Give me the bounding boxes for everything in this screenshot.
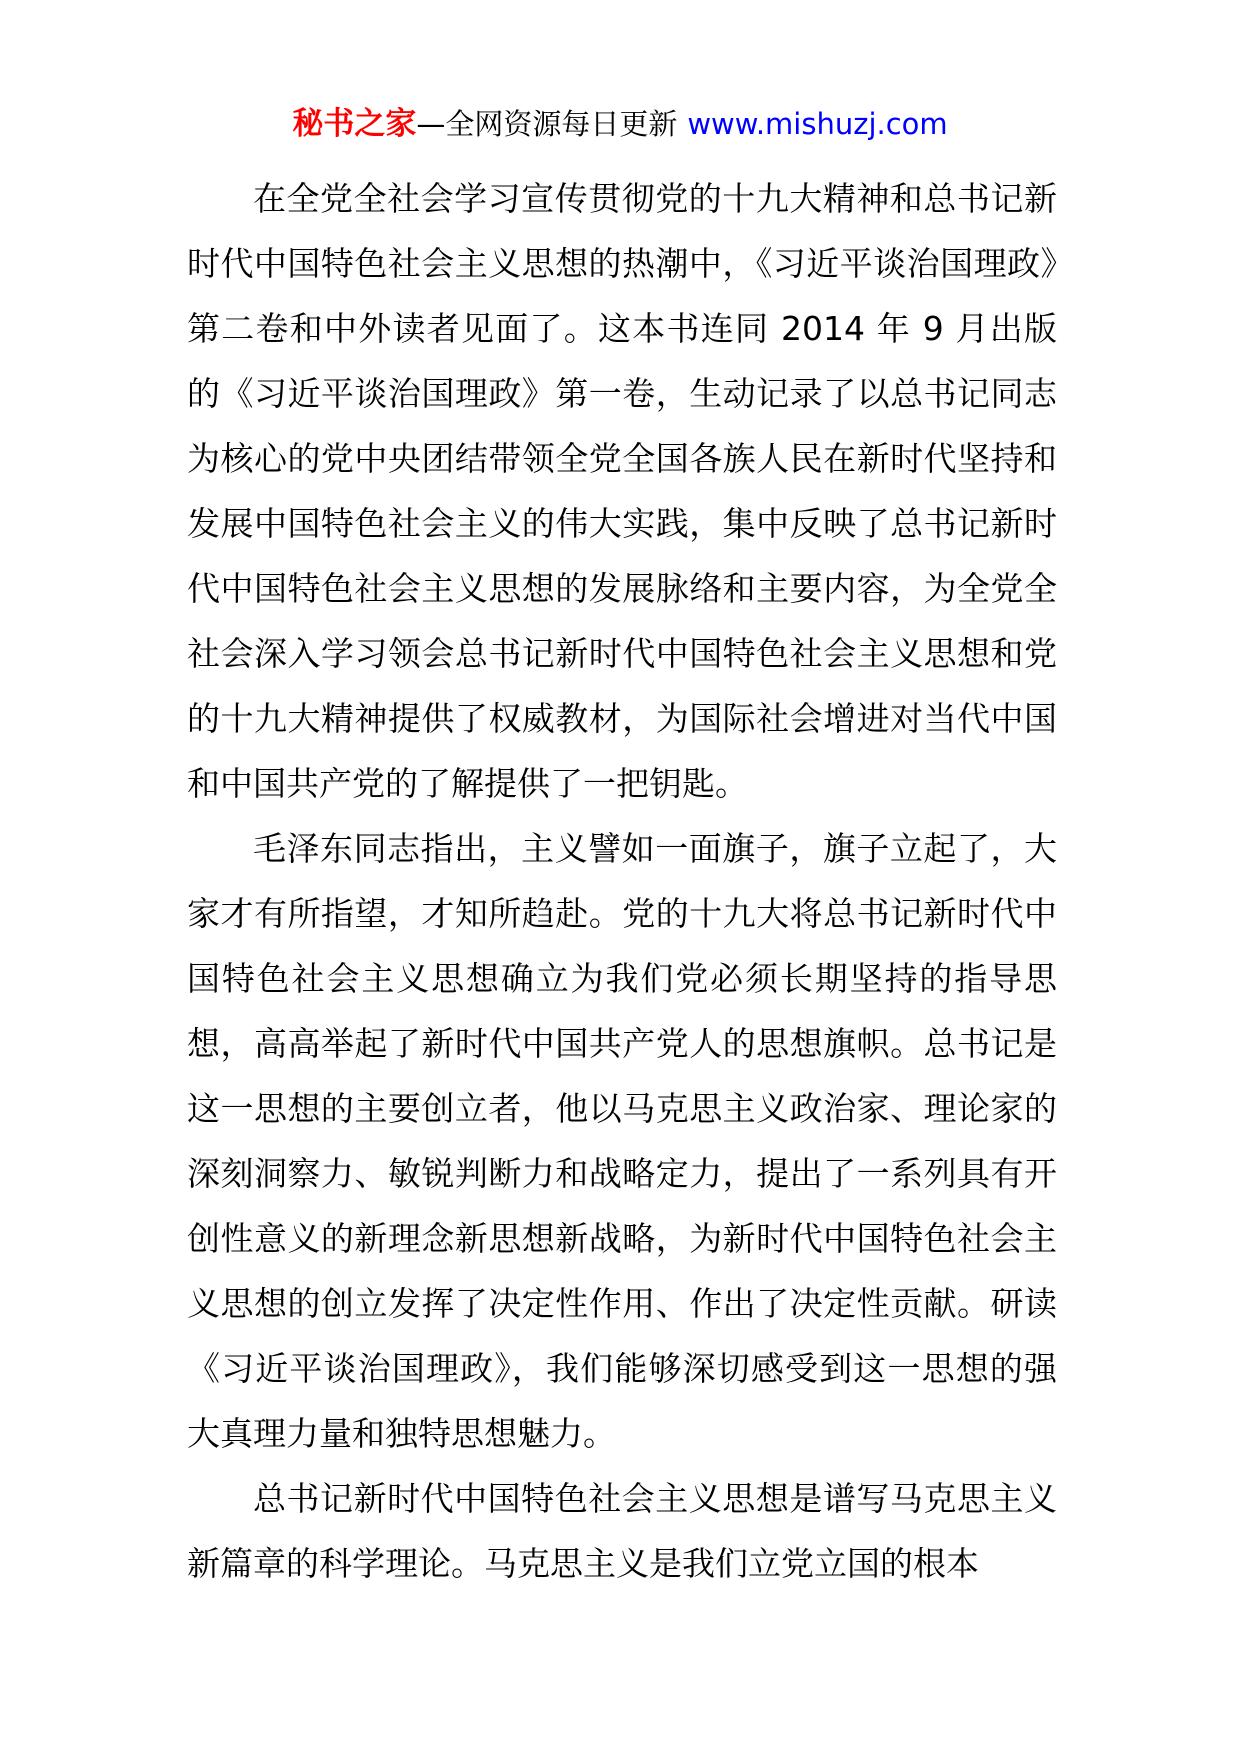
header-slogan: —全网资源每日更新 <box>416 107 678 141</box>
paragraph: 在全党全社会学习宣传贯彻党的十九大精神和总书记新时代中国特色社会主义思想的热潮中，《习近平谈治国理政》第二卷和中外读者见面了。这本书连同 2014 年 9 月出版的《习近平谈治国理政》第一卷，生动记录了以总书记同志为核心的党中央团结带领全党全国各族人民在新时代坚持和发展中国特色社会主义的伟大实践，集中反映了总书记新时代中国特色社会主义思想的发展脉络和主要内容，为全党全社会深入学习领会总书记新时代中国特色社会主义思想和党的十九大精神提供了权威教材，为国际社会增进对当代中国和中国共产党的了解提供了一把钥匙。 <box>187 179 1057 803</box>
paragraph: 总书记新时代中国特色社会主义思想是谱写马克思主义新篇章的科学理论。马克思主义是我们立党立国的根本 <box>187 1479 1057 1583</box>
article-body <box>187 166 1057 1596</box>
brand-name: 秘书之家 <box>292 106 417 142</box>
site-url-link[interactable]: www.mishuzj.com <box>687 107 948 141</box>
paragraph: 毛泽东同志指出，主义譬如一面旗子，旗子立起了，大家才有所指望，才知所趋赴。党的十九大将总书记新时代中国特色社会主义思想确立为我们党必须长期坚持的指导思想，高高举起了新时代中国共产党人的思想旗帜。总书记是这一思想的主要创立者，他以马克思主义政治家、理论家的深刻洞察力、敏锐判断力和战略定力，提出了一系列具有开创性意义的新理念新思想新战略，为新时代中国特色社会主义思想的创立发挥了决定性作用、作出了决定性贡献。研读《习近平谈治国理政》，我们能够深切感受到这一思想的强大真理力量和独特思想魅力。 <box>187 829 1057 1453</box>
page-header <box>0 104 1240 144</box>
